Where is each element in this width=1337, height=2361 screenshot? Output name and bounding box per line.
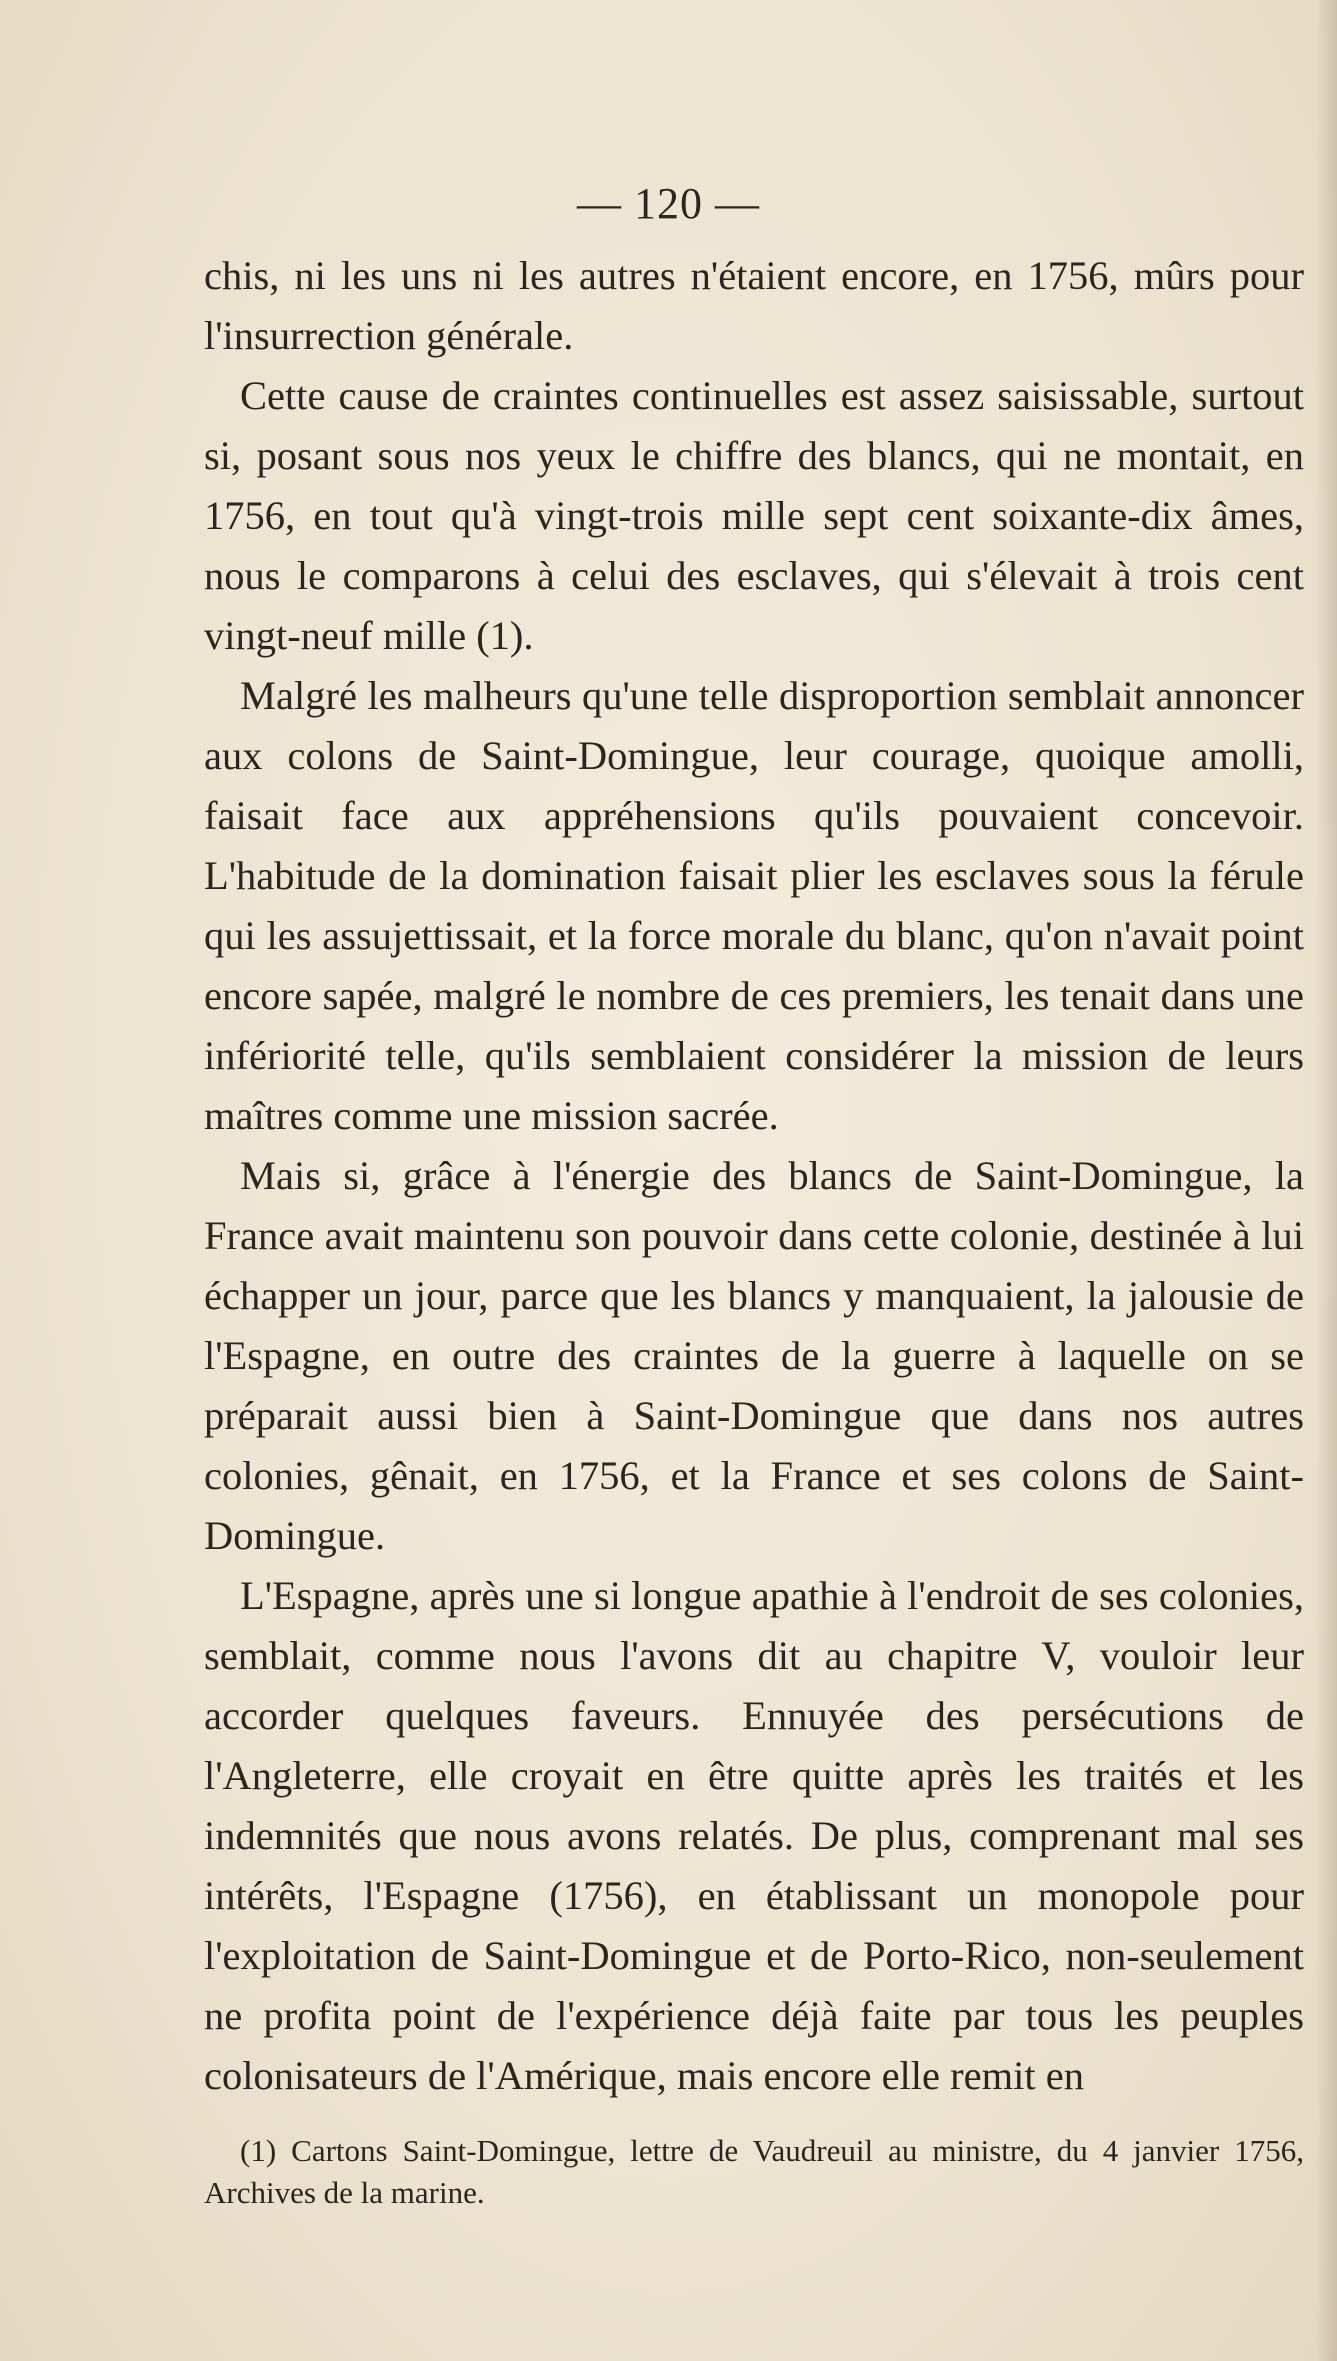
footnote-text: (1) Cartons Saint-Domingue, lettre de Vaudreuil au ministre, du 4 janvier 1756, Archives de la marine. [204, 2133, 1304, 2210]
paragraph-3: Malgré les malheurs qu'une telle disproportion semblait annoncer aux colons de Saint-Domingue, leur courage, quoique amolli, faisait face aux appréhensions qu'ils pouvaient concevoir. L'habitude de la domination faisait plier les esclaves sous la férule qui les assujettissait, et la force morale du blanc, qu'on n'avait point encore sapée, malgré le nombre de ces premiers, les tenait dans une infériorité telle, qu'ils semblaient considérer la mission de leurs maîtres comme une mission sacrée. [204, 673, 1304, 1138]
paragraph-5: L'Espagne, après une si longue apathie à l'endroit de ses colonies, semblait, comme nous l'avons dit au chapitre V, vouloir leur accorder quelques faveurs. Ennuyée des persécutions de l'Angleterre, elle croyait en être quitte après les traités et les indemnités que nous avons relatés. De plus, comprenant mal ses intérêts, l'Espagne (1756), en établissant un monopole pour l'exploitation de Saint-Domingue et de Porto-Rico, non-seulement ne profita point de l'expérience déjà faite par tous les peuples colonisateurs de l'Amérique, mais encore elle remit en [204, 1573, 1304, 2098]
page-edge-shadow [1315, 0, 1337, 2361]
body-text [204, 246, 1304, 2106]
paragraph-4: Mais si, grâce à l'énergie des blancs de Saint-Domingue, la France avait maintenu son pouvoir dans cette colonie, destinée à lui échapper un jour, parce que les blancs y manquaient, la jalousie de l'Espagne, en outre des craintes de la guerre à laquelle on se préparait aussi bien à Saint-Domingue que dans nos autres colonies, gênait, en 1756, et la France et ses colons de Saint-Domingue. [204, 1153, 1304, 1558]
paragraph-2: Cette cause de craintes continuelles est assez saisissable, surtout si, posant sous nos yeux le chiffre des blancs, qui ne montait, en 1756, en tout qu'à vingt-trois mille sept cent soixante-dix âmes, nous le comparons à celui des esclaves, qui s'élevait à trois cent vingt-neuf mille (1). [204, 373, 1304, 658]
footnote [204, 2130, 1304, 2214]
paragraph-1: chis, ni les uns ni les autres n'étaient encore, en 1756, mûrs pour l'insurrection générale. [204, 253, 1304, 358]
page-number: — 120 — [577, 179, 760, 228]
